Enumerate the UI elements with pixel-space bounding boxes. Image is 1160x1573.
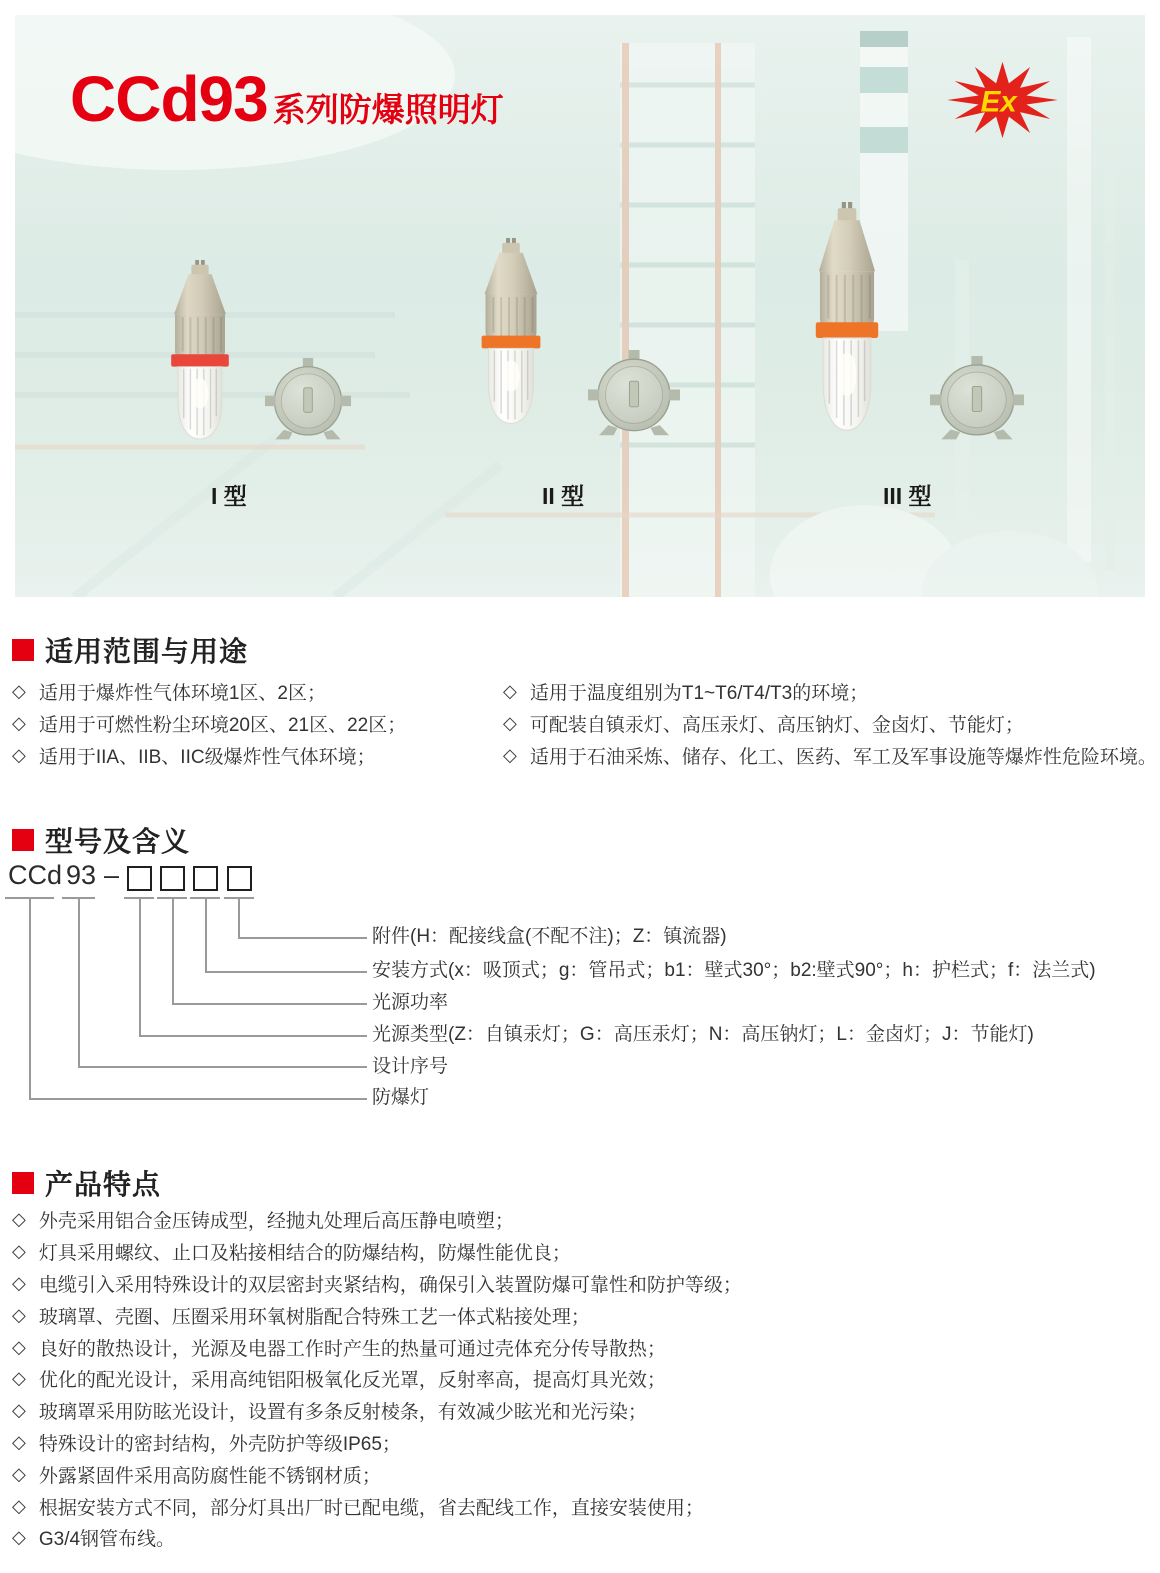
- diamond-bullet-icon: ◇: [12, 1304, 26, 1325]
- scope-item-text: 可配装自镇汞灯、高压汞灯、高压钠灯、金卤灯、节能灯；: [529, 715, 1024, 737]
- list-item: [503, 708, 1157, 740]
- model-label-exproof-lamp: 防爆灯: [372, 1087, 430, 1108]
- model-code-prefix: CCd: [8, 860, 63, 890]
- scope-item-text: 适用于石油采炼、储存、化工、医药、军工及军事设施等爆炸性危险环境。: [529, 746, 1157, 768]
- page-title: [70, 63, 504, 135]
- list-item: [12, 1299, 742, 1331]
- diagram-underline: [62, 897, 95, 899]
- lamp-type2-image: [462, 238, 560, 445]
- model-label-accessory: 附件(H：配接线盒(不配不注)；Z：镇流器): [372, 926, 727, 947]
- scope-item-text: 适用于温度组别为T1~T6/T4/T3的环境；: [529, 683, 869, 705]
- diamond-bullet-icon: ◇: [12, 1463, 26, 1484]
- features-section-title: 产品特点: [45, 1169, 162, 1200]
- list-item: [12, 708, 406, 740]
- feature-item-text: 电缆引入采用特殊设计的双层密封夹紧结构，确保引入装置防爆可靠性和防护等级；: [38, 1274, 742, 1296]
- feature-item-text: 良好的散热设计，光源及电器工作时产生的热量可通过壳体充分传导散热；: [38, 1338, 666, 1360]
- model-code-box: [193, 866, 218, 891]
- feature-item-text: 特殊设计的密封结构，外壳防护等级IP65；: [38, 1433, 401, 1455]
- scope-list-right: [503, 676, 1157, 771]
- list-item: [12, 1490, 742, 1522]
- list-item: [12, 1458, 742, 1490]
- model-code-series: 93: [66, 860, 97, 890]
- diamond-bullet-icon: ◇: [12, 1368, 26, 1389]
- diamond-bullet-icon: ◇: [503, 713, 517, 734]
- diamond-bullet-icon: ◇: [12, 1527, 26, 1548]
- scope-item-text: 适用于可燃性粉尘环境20区、21区、22区；: [38, 715, 407, 737]
- list-item: [12, 1204, 742, 1236]
- ex-label: Ex: [980, 85, 1017, 119]
- diamond-bullet-icon: ◇: [12, 1495, 26, 1516]
- model-label-design-no: 设计序号: [372, 1056, 449, 1077]
- series-code-title: CCd93: [70, 63, 268, 135]
- diamond-bullet-icon: ◇: [12, 1336, 26, 1357]
- diagram-underline: [157, 897, 187, 899]
- lamp-type1-label: I 型: [211, 483, 247, 509]
- diagram-connector: [205, 897, 367, 973]
- list-item: [12, 1236, 742, 1268]
- diamond-bullet-icon: ◇: [12, 1272, 26, 1293]
- diamond-bullet-icon: ◇: [12, 713, 26, 734]
- scope-item-text: 适用于爆炸性气体环境1区、2区；: [38, 683, 326, 705]
- scope-section-title: 适用范围与用途: [45, 636, 249, 667]
- section-marker-icon: [12, 639, 34, 661]
- hero-banner: [15, 15, 1145, 597]
- list-item: [503, 676, 1157, 708]
- diamond-bullet-icon: ◇: [503, 681, 517, 702]
- diagram-underline: [224, 897, 254, 899]
- feature-item-text: 优化的配光设计，采用高纯铝阳极氧化反光罩，反射率高，提高灯具光效；: [38, 1370, 666, 1392]
- model-code-box: [127, 866, 152, 891]
- list-item: [12, 1427, 742, 1459]
- diagram-connector: [238, 897, 367, 939]
- list-item: [12, 740, 406, 772]
- feature-item-text: 外壳采用铝合金压铸成型，经抛丸处理后高压静电喷塑；: [38, 1211, 514, 1233]
- feature-item-text: 灯具采用螺纹、止口及粘接相结合的防爆结构，防爆性能优良；: [38, 1243, 571, 1265]
- diagram-connector: [172, 897, 367, 1005]
- list-item: [12, 1522, 742, 1554]
- list-item: [12, 1363, 742, 1395]
- diamond-bullet-icon: ◇: [12, 1209, 26, 1230]
- series-name-title: 系列防爆照明灯: [272, 91, 504, 128]
- diamond-bullet-icon: ◇: [503, 744, 517, 765]
- lamp-type2-label: II 型: [542, 483, 585, 509]
- diagram-underline: [190, 897, 220, 899]
- list-item: [12, 676, 406, 708]
- feature-item-text: 根据安装方式不同，部分灯具出厂时已配电缆，省去配线工作，直接安装使用；: [38, 1497, 704, 1519]
- section-marker-icon: [12, 1172, 34, 1194]
- model-label-power: 光源功率: [372, 992, 449, 1013]
- model-section-title: 型号及含义: [45, 826, 191, 857]
- lamp-type1-image: [152, 260, 248, 460]
- diamond-bullet-icon: ◇: [12, 1431, 26, 1452]
- feature-item-text: G3/4钢管布线。: [38, 1529, 176, 1551]
- model-code-dash: –: [104, 860, 120, 890]
- section-marker-icon: [12, 829, 34, 851]
- model-code-box: [227, 866, 252, 891]
- model-label-source-type: 光源类型(Z：自镇汞灯；G：高压汞灯；N：高压钠灯；L：金卤灯；J：节能灯): [372, 1024, 1034, 1045]
- diamond-bullet-icon: ◇: [12, 681, 26, 702]
- lamp-type3-image: [795, 202, 899, 457]
- list-item: [12, 1331, 742, 1363]
- feature-item-text: 玻璃罩采用防眩光设计，设置有多条反射棱条，有效减少眩光和光污染；: [38, 1402, 647, 1424]
- diagram-connector: [139, 897, 367, 1037]
- list-item: [12, 1395, 742, 1427]
- diagram-underline: [124, 897, 154, 899]
- feature-item-text: 外露紧固件采用高防腐性能不锈钢材质；: [38, 1465, 381, 1487]
- diamond-bullet-icon: ◇: [12, 744, 26, 765]
- diagram-connector: [78, 897, 367, 1068]
- model-label-mounting: 安装方式(x：吸顶式；g：管吊式；b1：壁式30°；b2:壁式90°；h：护栏式；f：法兰式): [372, 960, 1096, 981]
- diamond-bullet-icon: ◇: [12, 1241, 26, 1262]
- junction-box-type1-image: [265, 358, 351, 442]
- scope-section-header: [12, 630, 248, 670]
- diamond-bullet-icon: ◇: [12, 1400, 26, 1421]
- list-item: [503, 740, 1157, 772]
- scope-item-text: 适用于IIA、IIB、IIC级爆炸性气体环境；: [38, 746, 376, 768]
- list-item: [12, 1268, 742, 1300]
- diagram-underline: [5, 897, 54, 899]
- features-list: [12, 1204, 742, 1554]
- model-section-header: [12, 820, 190, 860]
- junction-box-type2-image: [588, 350, 680, 438]
- diagram-connector: [29, 897, 367, 1100]
- scope-list-left: [12, 676, 406, 771]
- model-code-box: [160, 866, 185, 891]
- lamp-type3-label: III 型: [883, 483, 932, 509]
- junction-box-type3-image: [930, 356, 1024, 442]
- features-section-header: [12, 1163, 161, 1203]
- feature-item-text: 玻璃罩、壳圈、压圈采用环氧树脂配合特殊工艺一体式粘接处理；: [38, 1306, 590, 1328]
- ex-certification-icon: [945, 60, 1060, 140]
